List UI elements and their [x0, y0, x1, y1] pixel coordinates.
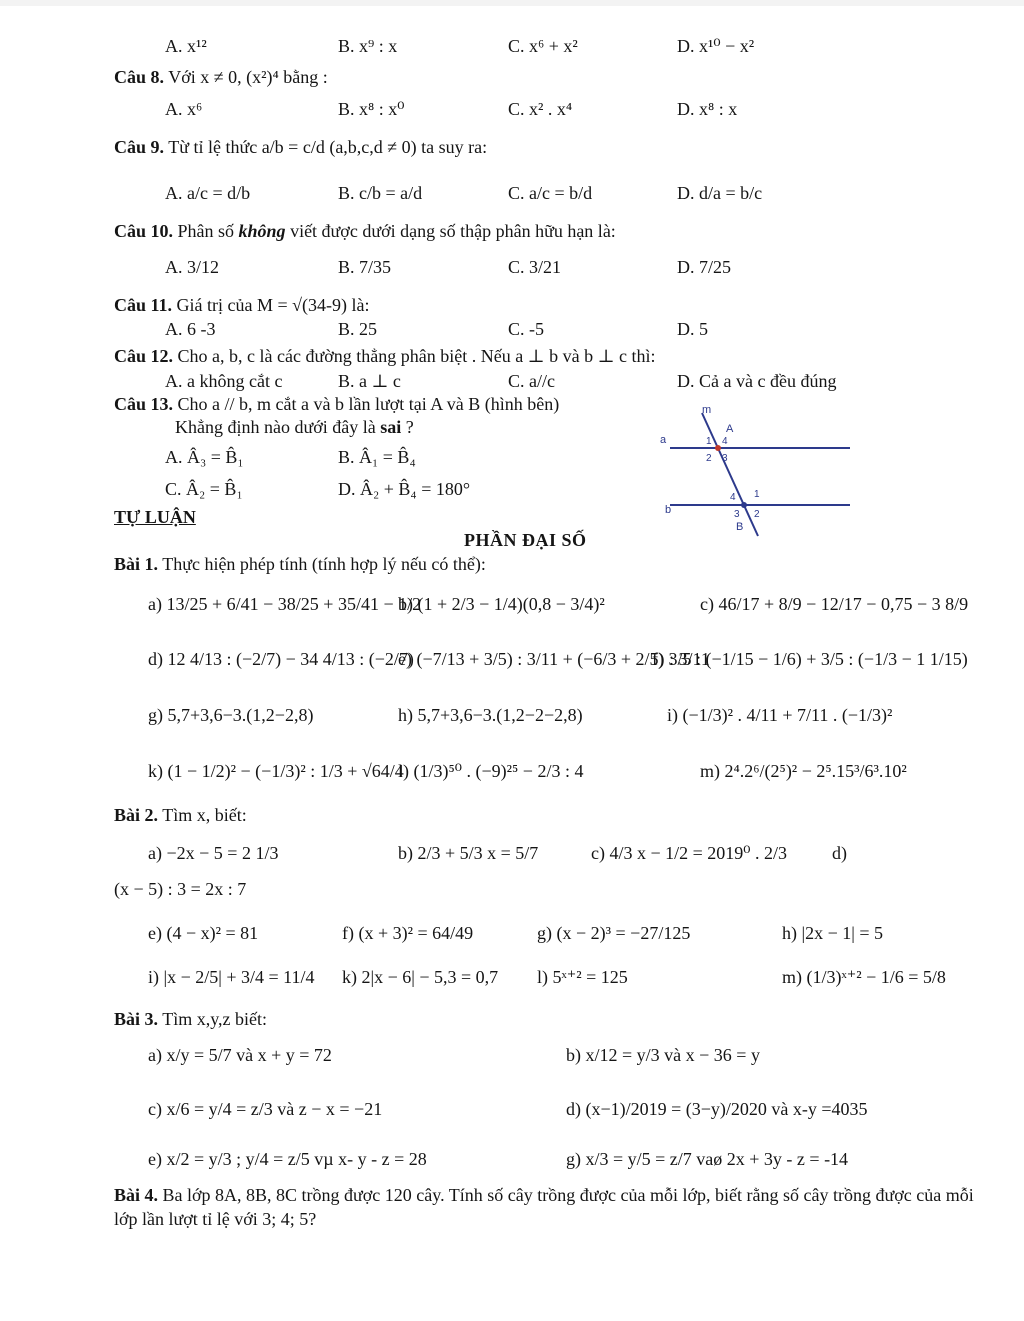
angle-b1: 1: [754, 489, 760, 500]
top-border: [0, 0, 1024, 6]
option-a: A. x¹²: [165, 36, 207, 56]
bai-3-title: Bài 3.: [114, 1009, 159, 1029]
q8-option-c: C. x² . x⁴: [508, 99, 573, 119]
bai-2-title: Bài 2.: [114, 805, 159, 825]
bai-3-item-g: g) x/3 = y/5 = z/7 vaø 2x + 3y - z = -14: [566, 1149, 849, 1169]
q10-option-a: A. 3/12: [165, 257, 219, 277]
q13-option-c: C. Â₂ = B̂₁: [165, 479, 243, 499]
bai-1-item-e: e) (−7/13 + 3/5) : 3/11 + (−6/3 + 2/5) : 3/11: [398, 649, 710, 669]
question-12-text: Cho a, b, c là các đường thẳng phân biệt . Nếu a ⊥ b và b ⊥ c thì:: [177, 346, 656, 366]
bai-1-item-c: c) 46/17 + 8/9 − 12/17 − 0,75 − 3 8/9: [700, 594, 969, 614]
question-13-subtext: [175, 416, 414, 438]
q11-option-b: B. 25: [338, 319, 378, 339]
q10-option-c: C. 3/21: [508, 257, 562, 277]
question-13-emphasis: sai: [380, 417, 402, 437]
bai-3-text: Tìm x,y,z biết:: [162, 1009, 268, 1029]
question-11-title: Câu 11.: [114, 295, 173, 315]
q11-option-c: C. -5: [508, 319, 544, 339]
label-b: b: [665, 504, 672, 516]
bai-2-item-b: b) 2/3 + 5/3 x = 5/7: [398, 843, 539, 863]
bai-2: [114, 804, 247, 826]
option-c: C. x⁶ + x²: [508, 36, 578, 56]
angle-b3: 3: [734, 509, 740, 520]
bai-1-item-i: i) (−1/3)² . 4/11 + 7/11 . (−1/3)²: [667, 705, 893, 725]
question-13-text2-pre: Khẳng định nào dưới đây là: [175, 417, 381, 437]
angle-a3: 3: [722, 453, 728, 464]
bai-3-item-a: a) x/y = 5/7 và x + y = 72: [148, 1045, 332, 1065]
point-b-dot: [741, 502, 747, 508]
bai-2-item-g: g) (x − 2)³ = −27/125: [537, 923, 691, 943]
q10-option-b: B. 7/35: [338, 257, 392, 277]
question-10-text-pre: Phân số: [177, 221, 239, 241]
bai-4: [114, 1183, 974, 1231]
question-10-text-post: viết được dưới dạng số thập phân hữu hạn là:: [285, 221, 616, 241]
bai-2-item-c: c) 4/3 x − 1/2 = 2019⁰ . 2/3: [591, 843, 788, 863]
q10-option-d: D. 7/25: [677, 257, 731, 277]
parallel-lines-figure: [650, 398, 860, 538]
bai-1-item-a: a) 13/25 + 6/41 − 38/25 + 35/41 − 1/2: [148, 594, 422, 614]
q8-option-d: D. x⁸ : x: [677, 99, 738, 119]
bai-2-item-f: f) (x + 3)² = 64/49: [342, 923, 474, 943]
question-11-text: Giá trị của M = √(34-9) là:: [176, 295, 370, 315]
angle-a2: 2: [706, 453, 712, 464]
bai-4-text: Ba lớp 8A, 8B, 8C trồng được 120 cây. Tính số cây trồng được của mỗi lớp, biết rằng số cây trồng được của mỗi lớp lần lượt tỉ lệ với 3; 4; 5?: [114, 1185, 974, 1229]
option-b: B. x⁹ : x: [338, 36, 398, 56]
question-8-text: Với x ≠ 0, (x²)⁴ bằng :: [168, 67, 328, 87]
q13-option-d: D. Â₂ + B̂₄ = 180°: [338, 479, 471, 499]
q9-option-d: D. d/a = b/c: [677, 183, 763, 203]
bai-1-item-d: d) 12 4/13 : (−2/7) − 34 4/13 : (−2/7): [148, 649, 414, 669]
question-10-emphasis: không: [238, 221, 286, 241]
bai-3-item-e: e) x/2 = y/3 ; y/4 = z/5 vµ x- y - z = 28: [148, 1149, 427, 1169]
question-12-title: Câu 12.: [114, 346, 174, 366]
option-d: D. x¹⁰ − x²: [677, 36, 755, 56]
question-9-text: Từ tỉ lệ thức a/b = c/d (a,b,c,d ≠ 0) ta suy ra:: [168, 137, 488, 157]
bai-3-item-d: d) (x−1)/2019 = (3−y)/2020 và x-y =4035: [566, 1099, 868, 1119]
bai-1-item-k: k) (1 − 1/2)² − (−1/3)² : 1/3 + √64/4: [148, 761, 404, 781]
bai-2-item-m: m) (1/3)ˣ⁺² − 1/6 = 5/8: [782, 967, 946, 987]
bai-2-item-k: k) 2|x − 6| − 5,3 = 0,7: [342, 967, 499, 987]
question-9: [114, 136, 487, 158]
angle-b4: 4: [730, 492, 736, 503]
q11-option-a: A. 6 -3: [165, 319, 216, 339]
question-8-title: Câu 8.: [114, 67, 165, 87]
bai-1: [114, 553, 486, 575]
q13-option-b: B. Â₁ = B̂₄: [338, 447, 416, 467]
angle-a1: 1: [706, 436, 712, 447]
bai-2-text: Tìm x, biết:: [162, 805, 247, 825]
bai-2-item-a: a) −2x − 5 = 2 1/3: [148, 843, 279, 863]
question-13: [114, 393, 559, 415]
bai-1-text: Thực hiện phép tính (tính hợp lý nếu có thể):: [162, 554, 486, 574]
question-10-title: Câu 10.: [114, 221, 174, 241]
tu-luan-heading: TỰ LUẬN: [114, 507, 196, 527]
bai-4-title: Bài 4.: [114, 1185, 159, 1205]
bai-2-item-e: e) (4 − x)² = 81: [148, 923, 259, 943]
bai-1-title: Bài 1.: [114, 554, 159, 574]
section-title: PHẦN ĐẠI SỐ: [464, 530, 587, 550]
q12-option-d: D. Cả a và c đều đúng: [677, 371, 837, 391]
bai-1-item-b: b) (1 + 2/3 − 1/4)(0,8 − 3/4)²: [398, 594, 605, 614]
question-8: [114, 66, 328, 88]
bai-1-item-l: l) (1/3)⁵⁰ . (−9)²⁵ − 2/3 : 4: [398, 761, 584, 781]
question-12: [114, 345, 656, 367]
bai-1-item-g: g) 5,7+3,6−3.(1,2−2,8): [148, 705, 314, 725]
q12-option-b: B. a ⊥ c: [338, 371, 401, 391]
question-13-title: Câu 13.: [114, 394, 174, 414]
q8-option-b: B. x⁸ : x⁰: [338, 99, 405, 119]
q9-option-a: A. a/c = d/b: [165, 183, 251, 203]
bai-1-item-f: f) 3/5 : (−1/15 − 1/6) + 3/5 : (−1/3 − 1 1/15): [652, 649, 968, 669]
q11-option-d: D. 5: [677, 319, 708, 339]
angle-a4: 4: [722, 436, 728, 447]
q9-option-c: C. a/c = b/d: [508, 183, 593, 203]
question-13-text2-post: ?: [401, 417, 414, 437]
bai-2-item-d: d): [832, 843, 847, 863]
question-10: [114, 220, 616, 242]
point-a-dot: [715, 445, 721, 451]
bai-2-item-h: h) |2x − 1| = 5: [782, 923, 884, 943]
bai-3: [114, 1008, 267, 1030]
bai-2-item-i: i) |x − 2/5| + 3/4 = 11/4: [148, 967, 315, 987]
label-a: a: [660, 434, 667, 446]
bai-2-item-d-equation: (x − 5) : 3 = 2x : 7: [114, 879, 247, 899]
q12-option-a: A. a không cắt c: [165, 371, 283, 391]
angle-b2: 2: [754, 509, 760, 520]
question-11: [114, 294, 370, 316]
label-m: m: [702, 404, 712, 416]
label-point-b: B: [736, 521, 744, 533]
q13-option-a: A. Â₃ = B̂₁: [165, 447, 244, 467]
bai-3-item-b: b) x/12 = y/3 và x − 36 = y: [566, 1045, 760, 1065]
bai-3-item-c: c) x/6 = y/4 = z/3 và z − x = −21: [148, 1099, 383, 1119]
bai-1-item-h: h) 5,7+3,6−3.(1,2−2−2,8): [398, 705, 583, 725]
label-point-a: A: [726, 423, 734, 435]
question-13-text: Cho a // b, m cắt a và b lần lượt tại A và B (hình bên): [177, 394, 560, 414]
q9-option-b: B. c/b = a/d: [338, 183, 423, 203]
q8-option-a: A. x⁶: [165, 99, 203, 119]
q12-option-c: C. a//c: [508, 371, 555, 391]
bai-2-item-l: l) 5ˣ⁺² = 125: [537, 967, 628, 987]
question-9-title: Câu 9.: [114, 137, 165, 157]
bai-1-item-m: m) 2⁴.2⁶/(2⁵)² − 2⁵.15³/6³.10²: [700, 761, 907, 781]
